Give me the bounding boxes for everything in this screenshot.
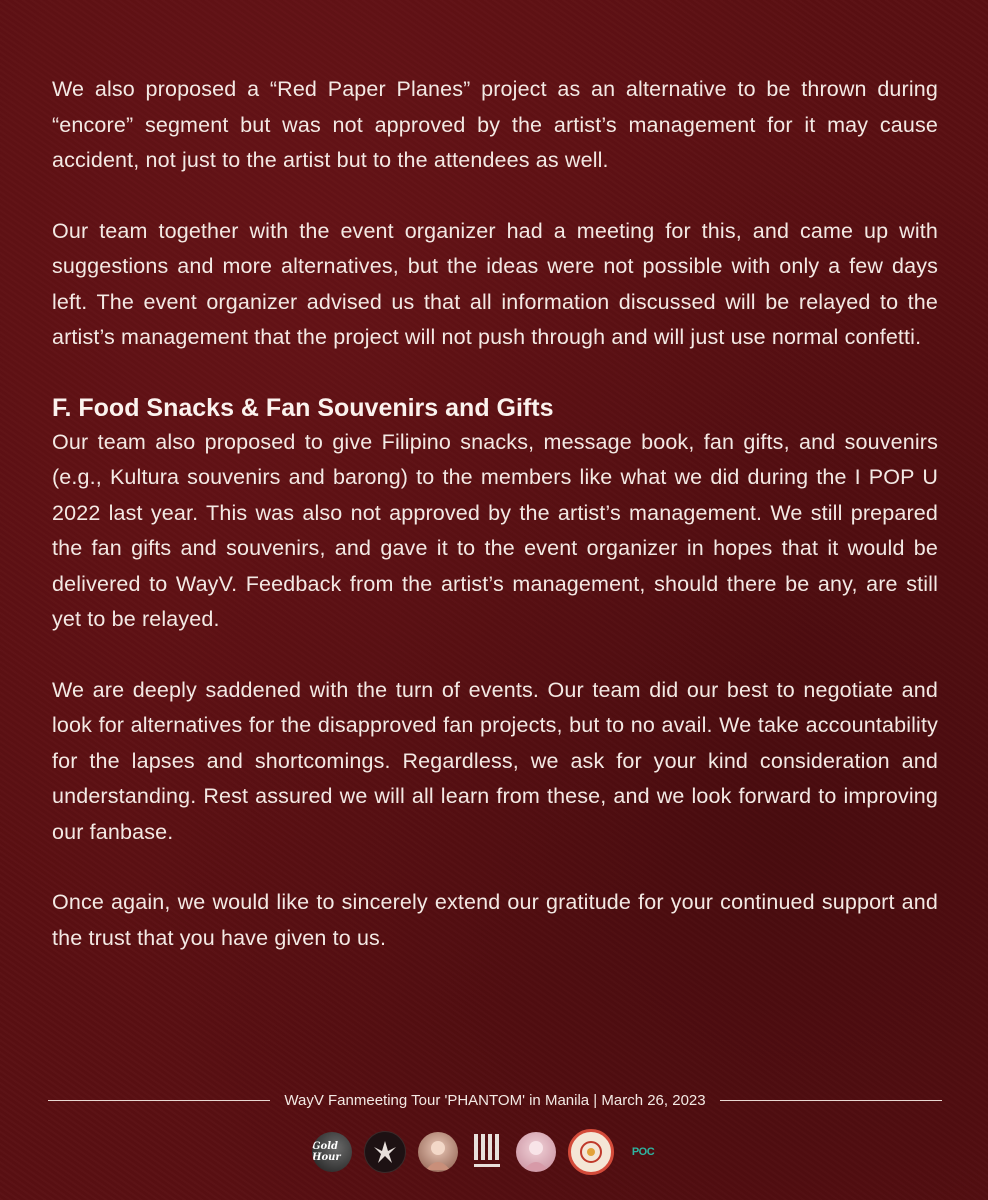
- portrait-icon: [418, 1132, 458, 1172]
- section-heading: F. Food Snacks & Fan Souvenirs and Gifts: [52, 393, 554, 422]
- fanbase-logo-1-icon: [312, 1132, 352, 1172]
- paragraph-meeting: Our team together with the event organizer had a meeting for this, and came up with suggestions and more alternatives, but the ideas were not possible with only a few days left. The event organizer advised us that all information discussed will be relayed to the artist’s management that the project will not push through and will just use normal confetti.: [52, 218, 938, 349]
- fanbase-logo-5-icon: [516, 1132, 556, 1172]
- portrait-pink-icon: [516, 1132, 556, 1172]
- fanbase-logo-2-icon: [364, 1131, 406, 1173]
- wing-emblem-icon: [370, 1137, 400, 1167]
- footer-rule-right: [720, 1100, 942, 1101]
- footer: [48, 1088, 942, 1112]
- paragraph-saddened: We are deeply saddened with the turn of events. Our team did our best to negotiate and look for alternatives for the disapproved fan projects, but to no avail. We take accountability for the lapses and shortcomings. Regardless, we ask for your kind consideration and understanding. Rest assured we will all learn from these, and we look forward to improving our fanbase.: [52, 677, 938, 844]
- paragraph-gratitude: Once again, we would like to sincerely extend our gratitude for your continued support and the trust that you have given to us.: [52, 890, 938, 950]
- paragraph-food-snacks: Our team also proposed to give Filipino snacks, message book, fan gifts, and souvenirs (e.g., Kultura souvenirs and barong) to the members like what we did during the I POP U 2022 last year. This was also not approved by the artist’s management. We still prepared the fan gifts and souvenirs, and gave it to the event organizer in hopes that it would be delivered to WayV. Feedback from the artist’s management, should there be any, are still yet to be relayed.: [52, 429, 938, 631]
- nct-philippines-logo-icon: [470, 1132, 504, 1172]
- fanbase-logos: [312, 1130, 672, 1174]
- footer-rule-left: [48, 1100, 270, 1101]
- fanbase-logo-6-icon: [568, 1129, 614, 1175]
- poc-logo-icon: [626, 1132, 660, 1172]
- logo-1-label: Gold Hour: [312, 1141, 341, 1163]
- footer-caption: WayV Fanmeeting Tour 'PHANTOM' in Manila | March 26, 2023: [284, 1091, 706, 1109]
- document-body: [52, 72, 938, 991]
- seal-emblem-icon: [574, 1135, 608, 1169]
- paragraph-red-paper-planes: We also proposed a “Red Paper Planes” project as an alternative to be thrown during “encore” segment but was not approved by the artist’s management for it may cause accident, not just to the artist but to the attendees as well.: [52, 77, 938, 172]
- nct-mark-icon: [470, 1132, 504, 1172]
- poc-label: POC: [631, 1146, 655, 1158]
- fanbase-logo-3-icon: [418, 1132, 458, 1172]
